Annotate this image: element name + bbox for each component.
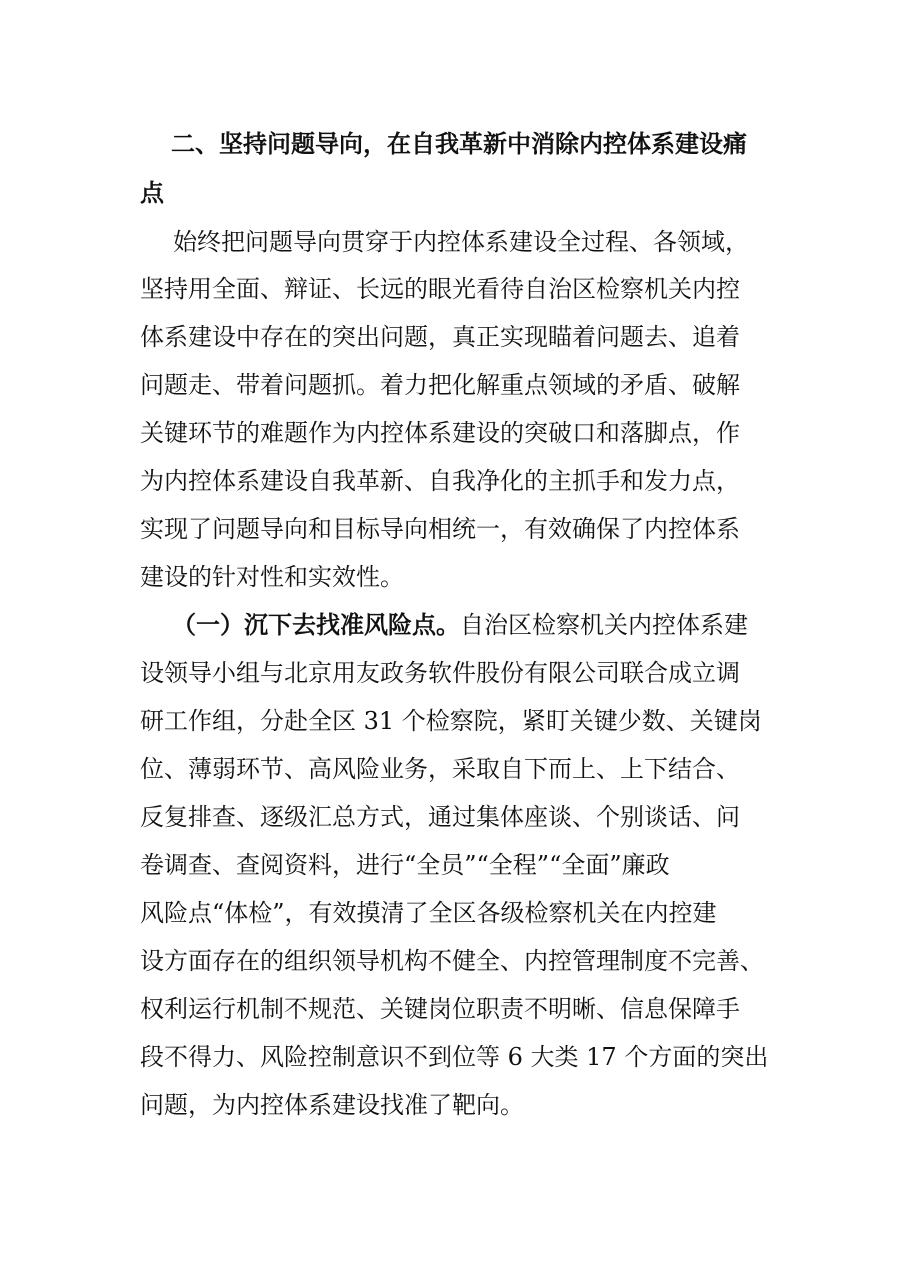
paragraph-line-rest: 自治区检察机关内控体系建 (460, 611, 748, 639)
subsection-lead: （一）沉下去找准风险点。 (172, 610, 460, 639)
paragraph-line: 关键环节的难题作为内控体系建设的突破口和落脚点，作 (140, 419, 740, 447)
paragraph-line: 实现了问题导向和目标导向相统一，有效确保了内控体系 (140, 515, 740, 543)
paragraph-line: 始终把问题导向贯穿于内控体系建设全过程、各领域， (173, 228, 749, 256)
paragraph-line: 设领导小组与北京用友政务软件股份有限公司联合成立调 (140, 659, 740, 687)
paragraph-line: 问题走、带着问题抓。着力把化解重点领域的矛盾、破解 (140, 371, 740, 399)
paragraph-line: 为内控体系建设自我革新、自我净化的主抓手和发力点， (140, 467, 740, 495)
paragraph-line: 设方面存在的组织领导机构不健全、内控管理制度不完善、 (140, 947, 764, 975)
paragraph-line: 研工作组，分赴全区 31 个检察院，紧盯关键少数、关键岗 (140, 707, 762, 735)
paragraph-line: 风险点“体检”，有效摸清了全区各级检察机关在内控建 (140, 899, 717, 927)
paragraph-line: 反复排查、逐级汇总方式，通过集体座谈、个别谈话、问 (140, 803, 740, 831)
paragraph-line: 坚持用全面、辩证、长远的眼光看待自治区检察机关内控 (140, 275, 740, 303)
paragraph-first-line (172, 610, 748, 640)
paragraph-line: 卷调查、查阅资料，进行“全员”“全程”“全面”廉政 (140, 851, 670, 879)
paragraph-line: 问题，为内控体系建设找准了靶向。 (140, 1091, 524, 1119)
paragraph-line: 权利运行机制不规范、关键岗位职责不明晰、信息保障手 (140, 995, 740, 1023)
paragraph-line: 段不得力、风险控制意识不到位等 6 大类 17 个方面的突出 (140, 1043, 769, 1071)
paragraph-line: 位、薄弱环节、高风险业务，采取自下而上、上下结合、 (140, 755, 740, 783)
paragraph-line: 建设的针对性和实效性。 (140, 563, 404, 591)
heading-line: 点 (140, 178, 164, 207)
heading-line: 二、坚持问题导向，在自我革新中消除内控体系建设痛 (171, 129, 747, 158)
paragraph-line: 体系建设中存在的突出问题，真正实现瞄着问题去、追着 (140, 323, 740, 351)
